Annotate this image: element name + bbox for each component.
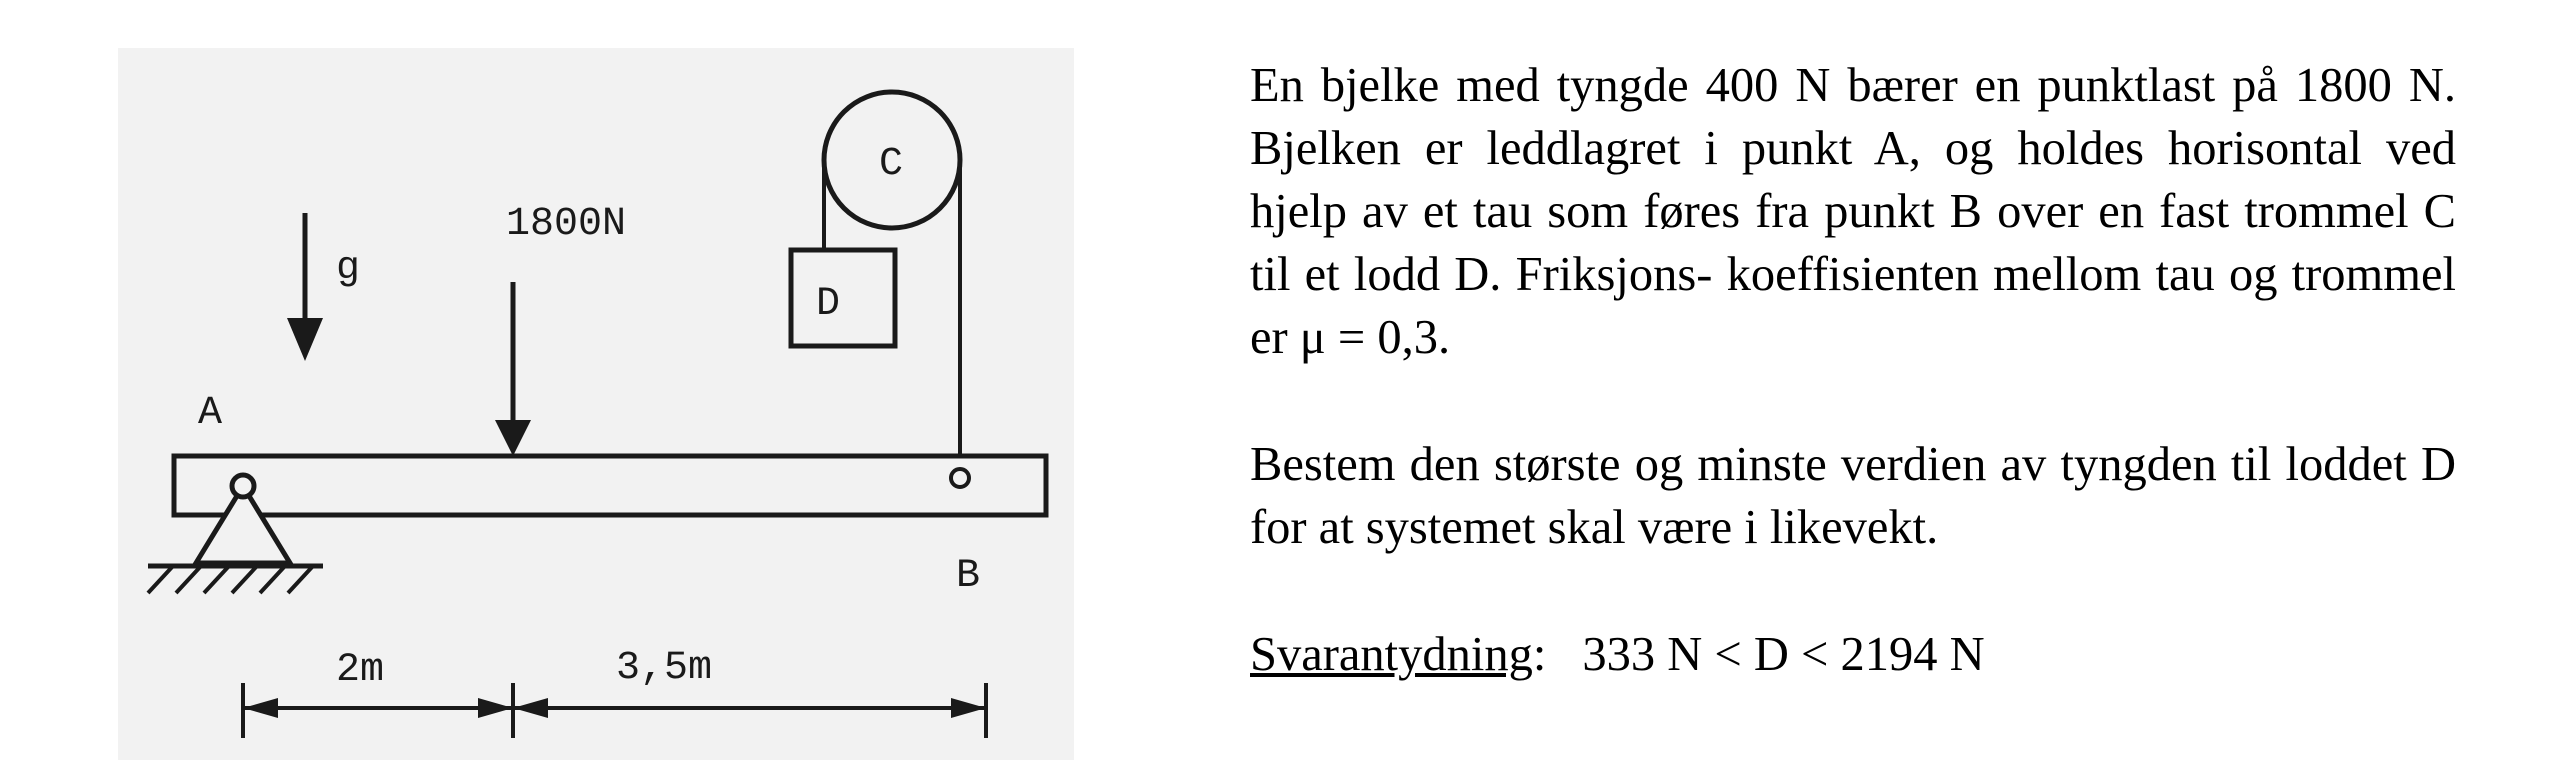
beam bbox=[174, 456, 1046, 515]
task-statement: Bestem den største og minste verdien av tyngden til loddet D for at systemet skal være i likevekt. bbox=[1250, 438, 2456, 554]
weight-d bbox=[791, 250, 895, 346]
rope-attachment-b bbox=[951, 469, 969, 487]
drum-label: C bbox=[879, 142, 904, 187]
problem-text-block bbox=[1250, 54, 2456, 686]
point-b-label: B bbox=[956, 554, 981, 599]
answer-label: Svarantydning bbox=[1250, 628, 1533, 681]
load-arrow bbox=[495, 282, 531, 456]
dimension-label-2: 3,5m bbox=[616, 646, 713, 691]
point-a-label: A bbox=[198, 391, 223, 436]
dimension-label-1: 2m bbox=[336, 648, 385, 693]
answer-value: 333 N < D < 2194 N bbox=[1582, 628, 1985, 681]
beam-figure bbox=[118, 48, 1074, 760]
answer-line bbox=[1250, 623, 2456, 686]
gravity-arrow bbox=[287, 213, 323, 361]
answer-colon: : bbox=[1532, 628, 1547, 681]
gravity-label: g bbox=[336, 246, 361, 291]
weight-label: D bbox=[816, 282, 841, 327]
load-label: 1800N bbox=[506, 202, 627, 247]
problem-statement: En bjelke med tyngde 400 N bærer en punktlast på 1800 N. Bjelken er leddlagret i punkt A, og holdes horisontal ved hjelp av et tau som føres fra punkt B over en fast trommel C til et lodd D. Friksjons- koeffisienten mellom tau og trommel er μ = 0,3. bbox=[1250, 59, 2456, 364]
beam-diagram bbox=[118, 48, 1074, 760]
